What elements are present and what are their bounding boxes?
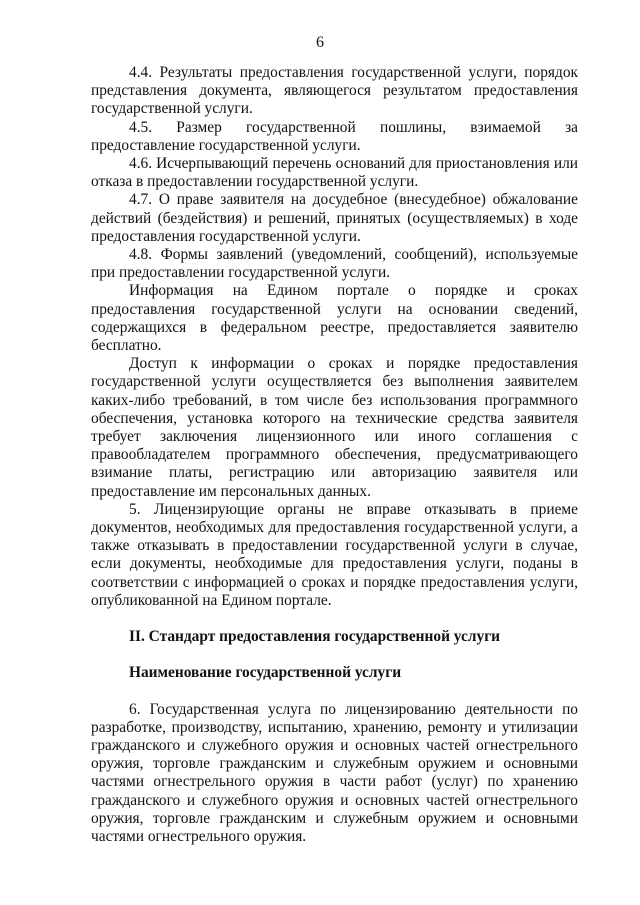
paragraph-info-access: Доступ к информации о сроках и порядке предоставления государственной услуги осуществляется без выполнения заявителем каких-либо требований, в том числе без использования программного обеспечения, установка которого на технические средства заявителя требует заключения лицензионного или иного соглашения с правообладателем программного обеспечения, предусматривающего взимание платы, регистрацию или авторизацию заявителя или предоставление им персональных данных. bbox=[91, 355, 578, 500]
paragraph-info-portal: Информация на Едином портале о порядке и сроках предоставления государственной услуги на основании сведений, содержащихся в федеральном реестре, предоставляется заявителю бесплатно. bbox=[91, 282, 578, 355]
section-heading: II. Стандарт предоставления государственной услуги bbox=[129, 628, 501, 646]
paragraph-4-6: 4.6. Исчерпывающий перечень оснований для приостановления или отказа в предоставлении государственной услуги. bbox=[91, 155, 578, 191]
paragraph-5: 5. Лицензирующие органы не вправе отказывать в приеме документов, необходимых для предоставления государственной услуги, а также отказывать в предоставлении государственной услуги в случае, если документы, необходимые для предоставления услуги, поданы в соответствии с информацией о сроках и порядке предоставления услуги, опубликованной на Едином портале. bbox=[91, 500, 578, 609]
paragraph-6: 6. Государственная услуга по лицензированию деятельности по разработке, производству, испытанию, хранению, ремонту и утилизации гражданского и служебного оружия и основных частей огнестрельного оружия, торговле гражданским и служебным оружием и основными частями огнестрельного оружия в части работ (услуг) по хранению гражданского и служебного оружия и основных частей огнестрельного оружия, торговле гражданским и служебным оружием и основными частями огнестрельного оружия. bbox=[91, 700, 578, 845]
page-number: 6 bbox=[316, 34, 324, 51]
document-body bbox=[91, 64, 578, 846]
paragraph-4-8: 4.8. Формы заявлений (уведомлений, сообщений), используемые при предоставлении государственной услуги. bbox=[91, 246, 578, 282]
paragraph-4-5: 4.5. Размер государственной пошлины, взимаемой за предоставление государственной услуги. bbox=[91, 118, 578, 154]
subsection-heading: Наименование государственной услуги bbox=[129, 664, 402, 682]
paragraph-4-4: 4.4. Результаты предоставления государственной услуги, порядок представления документа, являющегося результатом предоставления государственной услуги. bbox=[91, 64, 578, 118]
paragraph-4-7: 4.7. О праве заявителя на досудебное (внесудебное) обжалование действий (бездействия) и решений, принятых (осуществляемых) в ходе предоставления государственной услуги. bbox=[91, 191, 578, 245]
